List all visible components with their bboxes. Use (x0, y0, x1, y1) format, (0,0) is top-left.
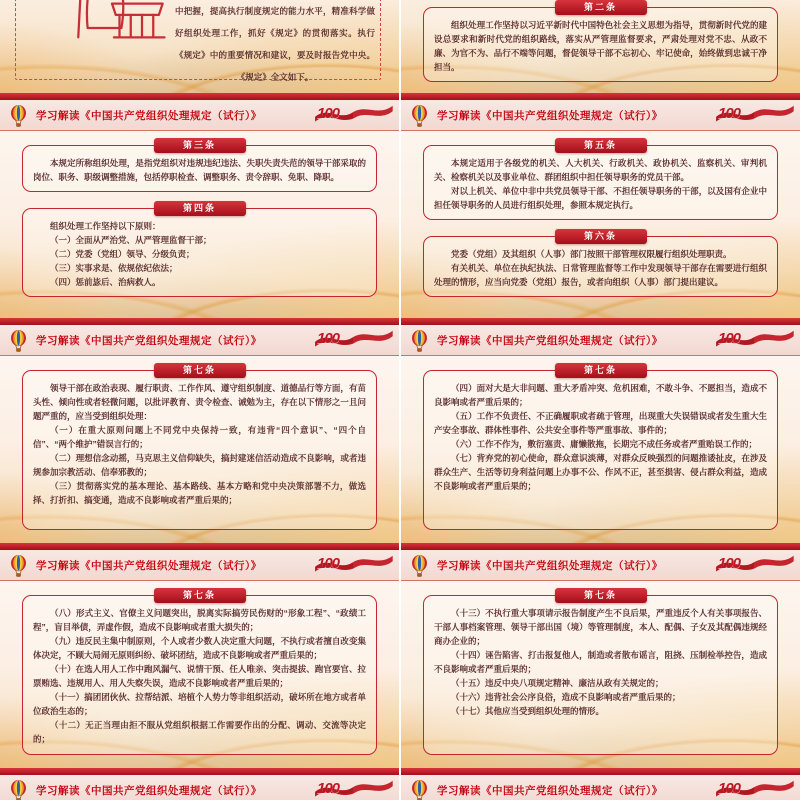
article-badge: 第二条 (555, 0, 647, 15)
slide-content (0, 0, 399, 93)
slide-header (401, 775, 800, 800)
slide-content (401, 356, 800, 543)
article-paragraph: 有关机关、单位在执纪执法、日常管理监督等工作中发现领导干部存在需要进行组织处理的情形，应当向党委（党组）报告，或者向组织（人事）部门提出建议。 (434, 263, 767, 288)
article-badge: 第五条 (555, 138, 647, 153)
article-badge: 第六条 (555, 229, 647, 244)
anniversary-100-logo (708, 553, 796, 579)
slide-title: 学习解读《中国共产党组织处理规定（试行）》 (437, 334, 663, 347)
article-section (423, 588, 778, 755)
article-paragraph: （五）工作不负责任、不正确履职或者疏于管理，出现重大失误错误或者发生重大生产安全事故、群体性事件、公共安全事件等严重事故、事件的； (434, 411, 767, 436)
hot-air-balloon-icon (411, 779, 428, 800)
slide-3[interactable] (0, 93, 399, 318)
slide-content (0, 131, 399, 318)
logo-number: 100 (317, 330, 340, 347)
slide-content (401, 581, 800, 768)
article-paragraph: （三）贯彻落实党的基本理论、基本路线、基本方略和党中央决策部署不力，做选择、打折扣、搞变通，造成不良影响或者严重后果的； (33, 481, 366, 506)
slide-top-bar (0, 318, 399, 325)
article-badge: 第七条 (555, 363, 647, 378)
slide-4[interactable] (401, 93, 800, 318)
article-section (22, 588, 377, 755)
slide-top-bar (0, 93, 399, 100)
article-box (423, 236, 778, 297)
article-box (423, 370, 778, 530)
slide-header (0, 325, 399, 356)
article-paragraph: （二）党委（党组）领导、分级负责； (50, 249, 195, 260)
slide-top-bar (0, 768, 399, 775)
article-section (423, 363, 778, 530)
article-paragraph: 组织处理工作坚持以习近平新时代中国特色社会主义思想为指导，贯彻新时代党的建设总要求和新时代党的组织路线，落实从严管理监督要求，严肃处理对党不忠、从政不廉、为官不为、品行不端等问题，督促领导干部不忘初心、牢记使命，始终做到忠诚干净担当。 (434, 20, 767, 73)
article-section (22, 138, 377, 192)
article-badge: 第七条 (154, 588, 246, 603)
article-paragraph: 领导干部在政治表现、履行职责、工作作风、遵守组织制度、道德品行等方面，有苗头性、倾向性或者轻微问题，以批评教育、责令检查、诫勉为主，存在以下情形之一且问题严重的，应当受到组织处理： (33, 383, 366, 422)
article-section (423, 229, 778, 297)
article-paragraph: （一）全面从严治党、从严管理监督干部； (50, 235, 212, 246)
slide-header (0, 550, 399, 581)
article-paragraph: （九）违反民主集中制原则，个人或者少数人决定重大问题，不执行或者擅自改变集体决定，不顾大局闹无原则纠纷、破坏团结，造成不良影响或者严重后果的； (33, 636, 366, 661)
slide-1[interactable] (0, 0, 399, 93)
slide-title: 学习解读《中国共产党组织处理规定（试行）》 (36, 334, 262, 347)
slide-content (401, 0, 800, 93)
anniversary-100-logo (307, 553, 395, 579)
article-paragraph: （十二）无正当理由拒不服从党组织根据工作需要作出的分配、调动、交流等决定的； (33, 720, 366, 745)
slide-header (401, 550, 800, 581)
slide-title: 学习解读《中国共产党组织处理规定（试行）》 (36, 109, 262, 122)
slide-6[interactable] (401, 318, 800, 543)
slide-top-bar (401, 318, 800, 325)
hot-air-balloon-icon (10, 329, 27, 353)
article-paragraph: （七）背弃党的初心使命，群众意识淡薄，对群众反映强烈的问题推诿扯皮，在涉及群众生产、生活等切身利益问题上办事不公、作风不正，甚至损害、侵占群众利益，造成不良影响或者严重后果的； (434, 453, 767, 492)
slide-top-bar (401, 543, 800, 550)
article-badge: 第七条 (154, 363, 246, 378)
logo-number: 100 (317, 555, 340, 572)
anniversary-100-logo (307, 103, 395, 129)
slide-title: 学习解读《中国共产党组织处理规定（试行）》 (437, 109, 663, 122)
article-paragraph: （十三）不执行重大事项请示报告制度产生不良后果，严重违反个人有关事项报告、干部人事档案管理、领导干部出国（境）等管理制度，本人、配偶、子女及其配偶违规经商办企业的； (434, 608, 767, 647)
article-paragraph: （十一）搞团团伙伙、拉帮结派、培植个人势力等非组织活动，破坏所在地方或者单位政治生态的； (33, 692, 366, 717)
logo-number: 100 (718, 555, 741, 572)
article-paragraph: 本规定所称组织处理，是指党组织对违规违纪违法、失职失责失范的领导干部采取的岗位、职务、职级调整措施，包括停职检查、调整职务、责令辞职、免职、降职。 (33, 158, 366, 183)
article-paragraph: （十）在选人用人工作中跑风漏气、说情干预、任人唯亲、突击提拔、跑官要官、拉票贿选、违规用人、用人失察失误，造成不良影响或者严重后果的； (33, 664, 366, 689)
slide-10[interactable] (401, 768, 800, 800)
article-paragraph: （十五）违反中央八项规定精神、廉洁从政有关规定的； (451, 678, 664, 689)
hot-air-balloon-icon (411, 554, 428, 578)
article-badge: 第七条 (555, 588, 647, 603)
hot-air-balloon-icon (411, 329, 428, 353)
slide-content (401, 131, 800, 318)
slide-title: 学习解读《中国共产党组织处理规定（试行）》 (36, 784, 262, 797)
slide-8[interactable] (401, 543, 800, 768)
slide-content (0, 581, 399, 768)
hot-air-balloon-icon (411, 104, 428, 128)
anniversary-100-logo (708, 328, 796, 354)
article-badge: 第三条 (154, 138, 246, 153)
article-section (22, 201, 377, 297)
slide-header (0, 100, 399, 131)
slide-title: 学习解读《中国共产党组织处理规定（试行）》 (36, 559, 262, 572)
article-paragraph: （四）惩前毖后、治病救人。 (50, 277, 161, 288)
logo-number: 100 (718, 330, 741, 347)
slide-9[interactable] (0, 768, 399, 800)
article-section (22, 363, 377, 530)
article-paragraph: 本规定适用于各级党的机关、人大机关、行政机关、政协机关、监察机关、审判机关、检察机关以及事业单位、群团组织中担任领导职务的党员干部。 (434, 158, 767, 183)
slide-title: 学习解读《中国共产党组织处理规定（试行）》 (437, 784, 663, 797)
slide-top-bar (401, 768, 800, 775)
anniversary-100-logo (307, 778, 395, 800)
article-box (423, 595, 778, 755)
intro-paragraph: 中把握，提高执行制度规定的能力水平，精准科学做好组织处理工作，抓好《规定》的贯彻落实。执行《规定》中的重要情况和建议，要及时报告党中央。《规定》全文如下。 (175, 6, 375, 82)
hot-air-balloon-icon (10, 104, 27, 128)
article-paragraph: 组织处理工作坚持以下原则： (50, 221, 161, 232)
slide-header (401, 100, 800, 131)
logo-number: 100 (317, 105, 340, 122)
article-box (22, 208, 377, 297)
hot-air-balloon-icon (10, 554, 27, 578)
article-paragraph: （十七）其他应当受到组织处理的情形。 (451, 706, 605, 717)
hot-air-balloon-icon (10, 779, 27, 800)
article-paragraph: （三）实事求是、依规依纪依法； (50, 263, 178, 274)
slide-top-bar (401, 93, 800, 100)
anniversary-100-logo (708, 778, 796, 800)
article-paragraph: 党委（党组）及其组织（人事）部门按照干部管理权限履行组织处理职责。 (451, 249, 732, 260)
slide-content (0, 356, 399, 543)
article-box (423, 7, 778, 82)
article-paragraph: （十六）违背社会公序良俗，造成不良影响或者严重后果的； (451, 692, 681, 703)
slide-header (401, 325, 800, 356)
article-paragraph: （一）在重大原则问题上不同党中央保持一致，有违背“四个意识”、“四个自信”、“两个维护”错误言行的； (33, 425, 366, 450)
anniversary-100-logo (708, 103, 796, 129)
slide-header (0, 775, 399, 800)
article-paragraph: （十四）诬告陷害、打击报复他人，制造或者散布谣言，阻挠、压制检举控告，造成不良影响或者严重后果的； (434, 650, 767, 675)
slide-top-bar (0, 543, 399, 550)
article-paragraph: （四）面对大是大非问题、重大矛盾冲突、危机困难，不敢斗争、不愿担当，造成不良影响或者严重后果的； (434, 383, 767, 408)
article-paragraph: （六）工作不作为，敷衍塞责、庸懒散拖，长期完不成任务或者严重贻误工作的； (451, 439, 758, 450)
article-box (22, 370, 377, 530)
article-badge: 第四条 (154, 201, 246, 216)
slide-title: 学习解读《中国共产党组织处理规定（试行）》 (437, 559, 663, 572)
anniversary-100-logo (307, 328, 395, 354)
article-section (423, 0, 778, 82)
article-paragraph: （二）理想信念动摇，马克思主义信仰缺失，搞封建迷信活动造成不良影响，或者违规参加宗教活动、信奉邪教的； (33, 453, 366, 478)
logo-number: 100 (718, 780, 741, 797)
article-paragraph: （八）形式主义、官僚主义问题突出，脱离实际搞劳民伤财的“形象工程”、“政绩工程”，盲目举债，弄虚作假，造成不良影响或者重大损失的； (33, 608, 366, 633)
slide-2[interactable] (401, 0, 800, 93)
logo-number: 100 (718, 105, 741, 122)
slide-5[interactable] (0, 318, 399, 543)
article-box (423, 145, 778, 220)
slide-7[interactable] (0, 543, 399, 768)
logo-number: 100 (317, 780, 340, 797)
article-box (22, 595, 377, 755)
article-paragraph: 对以上机关、单位中非中共党员领导干部、不担任领导职务的干部，以及国有企业中担任领导职务的人员进行组织处理，参照本规定执行。 (434, 186, 767, 211)
article-section (423, 138, 778, 220)
soldier-flag-tiananmen-illustration (22, 0, 172, 74)
